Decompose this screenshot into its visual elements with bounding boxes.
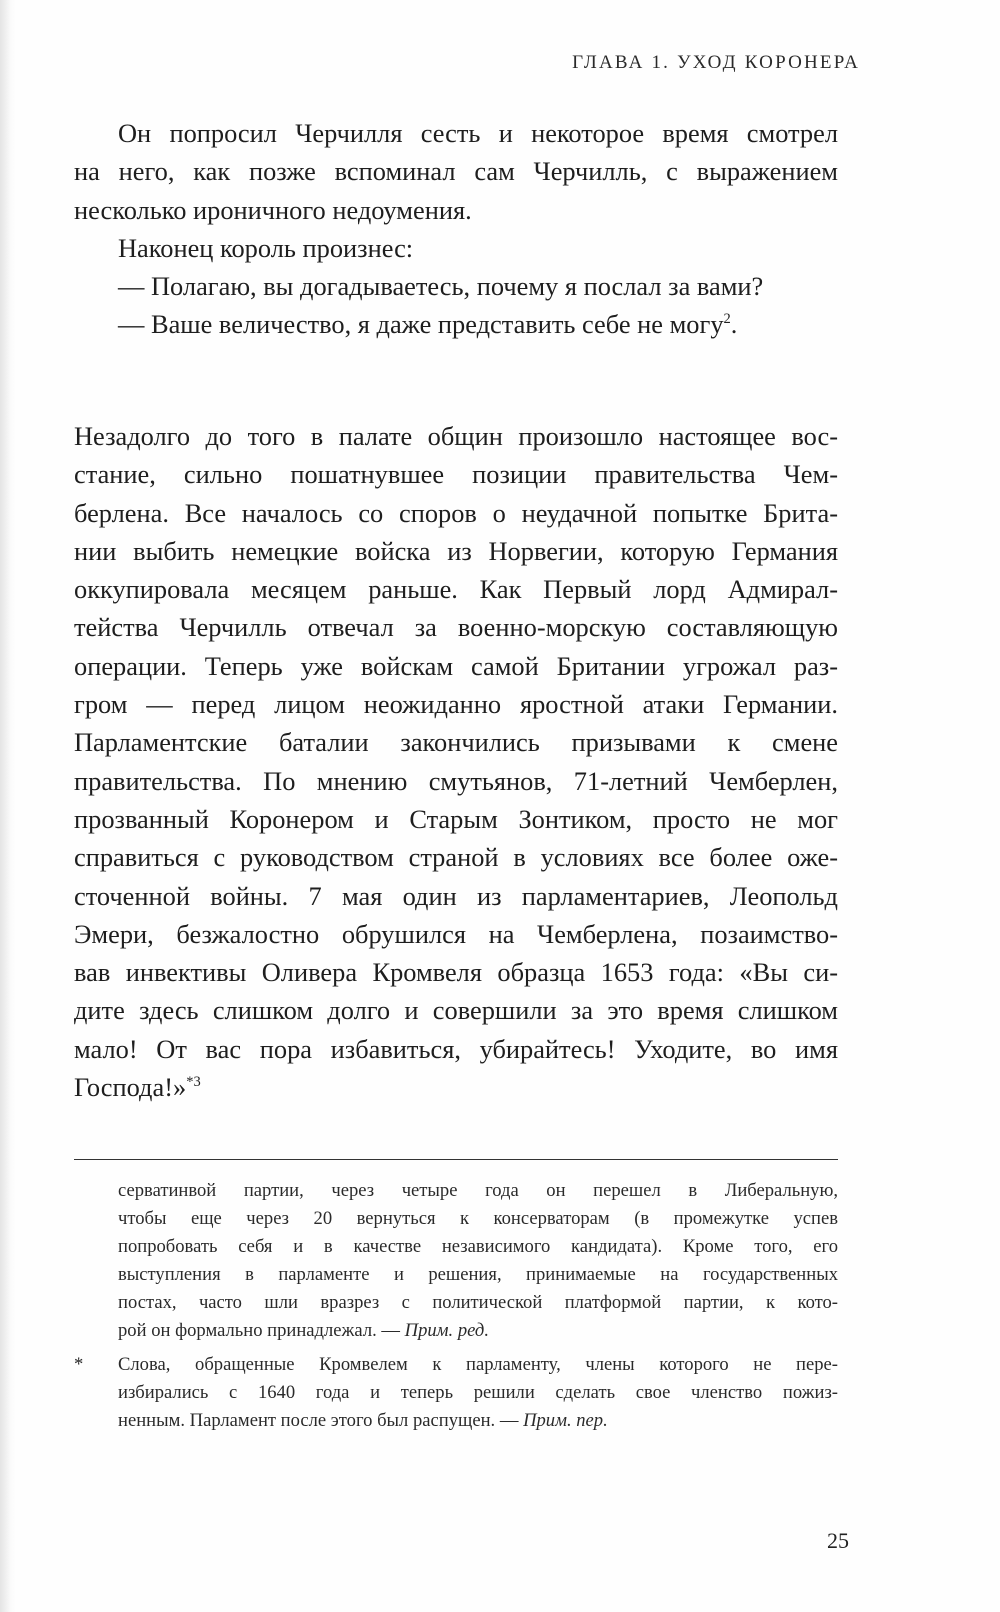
dialogue-line-2-end: . [730, 309, 738, 340]
footnote-star-line: избирались с 1640 года и теперь решили сделать свое членство пожиз- [118, 1382, 838, 1404]
footnote-star-last-line [118, 1407, 838, 1435]
paragraph-1 [74, 114, 838, 229]
footnote-star-last-text: ненным. Парламент после этого был распущен. — [118, 1410, 524, 1432]
paragraph-3-line: оккупировала месяцем раньше. Как Первый лорд Адмирал- [74, 574, 838, 605]
footnote-continuation [74, 1177, 838, 1344]
paragraph-3-line: Незадолго до того в палате общин произошло настоящее вос- [74, 421, 838, 451]
paragraph-2: Наконец король произнес: [118, 232, 414, 263]
paragraph-3-line: стание, сильно пошатнувшее позиции правительства Чем- [74, 459, 838, 490]
footnote-line: выступления в парламенте и решения, принимаемые на государственных [118, 1263, 838, 1285]
page-number: 25 [827, 1528, 849, 1553]
paragraph-3-line: Эмери, безжалостно обрушился на Чемберлена, позаимство- [74, 918, 838, 949]
footnote-ref-2: 2 [723, 311, 731, 328]
main-text-section [74, 417, 838, 1106]
page-edge-shadow [0, 0, 16, 1612]
footnote-star-marker: * [74, 1354, 84, 1376]
footnote-star [74, 1351, 838, 1435]
paragraph-3-line: вав инвективы Оливера Кромвеля образца 1653 года: «Вы си- [74, 957, 838, 988]
editor-note-label: Прим. ред. [404, 1319, 489, 1341]
footnote-star-line: Слова, обращенные Кромвелем к парламенту, члены которого не пере- [118, 1354, 838, 1376]
paragraph-3-line: берлена. Все началось со споров о неудачной попытке Брита- [74, 497, 838, 528]
paragraph-3-line: правительства. По мнению смутьянов, 71-летний Чемберлен, [74, 765, 838, 796]
dialogue-line-2-text: — Ваше величество, я даже представить себе не могу [118, 309, 724, 340]
paragraph-3-line: сточенной войны. 7 мая один из парламентариев, Леопольд [74, 880, 838, 911]
paragraph-3-line: тейства Черчилль отвечал за военно-морскую составляющую [74, 612, 838, 643]
paragraph-3 [74, 417, 838, 1106]
paragraph-3-last-line [74, 1068, 838, 1106]
paragraph-3-line: операции. Теперь уже войскам самой Британии угрожал раз- [74, 650, 838, 681]
footnote-line: серватинвой партии, через четыре года он перешел в Либеральную, [118, 1180, 838, 1201]
footnote-ref-3: *3 [186, 1073, 201, 1090]
paragraph-3-last-text: Господа!» [74, 1072, 187, 1103]
paragraph-3-line: гром — перед лицом неожиданно яростной атаки Германии. [74, 689, 838, 720]
footnote-line: попробовать себя и в качестве независимого кандидата). Кроме того, его [118, 1235, 838, 1257]
main-text-top [74, 114, 838, 344]
paragraph-1-line: Он попросил Черчилля сесть и некоторое время смотрел [118, 118, 838, 148]
dialogue-line-2 [74, 305, 838, 343]
footnote-last-line [118, 1317, 838, 1345]
paragraph-3-line: дите здесь слишком долго и совершили за это время слишком [74, 995, 838, 1026]
translator-note-label: Прим. пер. [523, 1410, 608, 1432]
paragraph-3-line: справиться с руководством страной в условиях все более оже- [74, 842, 838, 873]
paragraph-3-line: мало! От вас пора избавиться, убирайтесь! Уходите, во имя [74, 1033, 838, 1064]
paragraph-3-line: прозванный Коронером и Старым Зонтиком, просто не мог [74, 803, 838, 834]
footnote-line: постах, часто шли вразрез с политической платформой партии, к кото- [118, 1291, 838, 1313]
footnote-last-text: рой он формально принадлежал. — [118, 1319, 405, 1341]
footnotes [74, 1177, 838, 1435]
footnote-divider [74, 1159, 838, 1160]
paragraph-1-line: на него, как позже вспоминал сам Черчилль, с выражением [74, 156, 838, 187]
paragraph-3-line: Парламентские баталии закончились призывами к смене [74, 727, 838, 758]
dialogue-line-1: — Полагаю, вы догадываетесь, почему я послал за вами? [118, 271, 764, 302]
footnote-line: чтобы еще через 20 вернуться к консерваторам (в промежутке успев [118, 1207, 838, 1229]
paragraph-3-line: нии выбить немецкие войска из Норвегии, которую Германия [74, 535, 838, 566]
dialogue [74, 267, 838, 344]
running-head: ГЛАВА 1. УХОД КОРОНЕРА [572, 52, 860, 73]
paragraph-1-line: несколько ироничного недоумения. [74, 194, 472, 225]
